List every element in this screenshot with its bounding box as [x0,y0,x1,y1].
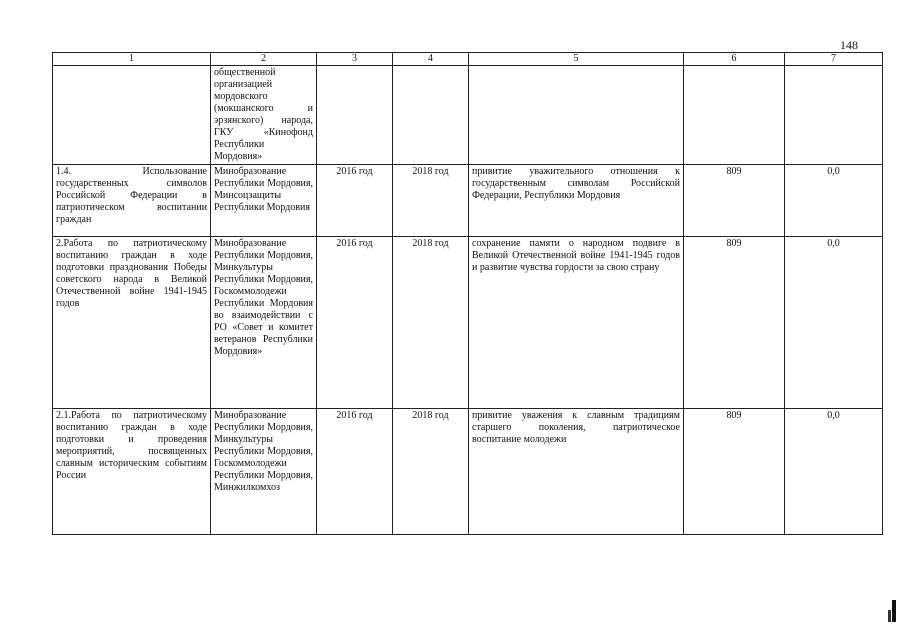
activity-cell: 2.1.Работа по патриотическому воспитанию граждан в ходе подготовки и проведения мероприятий, посвященных славным историческим событиям России [53,409,211,535]
column-header-1: 1 [53,53,211,66]
page-number: 148 [840,38,858,52]
end-year-cell: 2018 год [393,237,469,409]
column-header-2: 2 [211,53,317,66]
code-cell [684,66,785,165]
executor-cell: Минобразование Республики Мордовия, Минкультуры Республики Мордовия, Госкоммолодежи Республики Мордовия во взаимодействии с РО «Совет и комитет ветеранов Республики Мордовия» [211,237,317,409]
table-row [53,165,883,237]
table-row [53,409,883,535]
program-table [52,52,883,535]
activity-cell [53,66,211,165]
result-cell: привитие уважительного отношения к государственным символам Российской Федерации, Республики Мордовия [469,165,684,237]
executor-cell: Минобразование Республики Мордовия, Минкультуры Республики Мордовия, Госкоммолодежи Республики Мордовия, Минжилкомхоз [211,409,317,535]
column-header-5: 5 [469,53,684,66]
start-year-cell: 2016 год [317,237,393,409]
start-year-cell: 2016 год [317,409,393,535]
end-year-cell: 2018 год [393,409,469,535]
column-header-6: 6 [684,53,785,66]
scan-edge-mark [892,600,896,622]
table-row [53,66,883,165]
end-year-cell: 2018 год [393,165,469,237]
result-cell: сохранение памяти о народном подвиге в Великой Отечественной войне 1941-1945 годов и развитие чувства гордости за свою страну [469,237,684,409]
amount-cell [785,66,883,165]
column-header-7: 7 [785,53,883,66]
activity-cell: 1.4. Использование государственных символов Российской Федерации в патриотическом воспитании граждан [53,165,211,237]
start-year-cell [317,66,393,165]
executor-cell: Минобразование Республики Мордовия, Минсоцзащиты Республики Мордовия [211,165,317,237]
column-header-3: 3 [317,53,393,66]
table-row [53,237,883,409]
scan-edge-mark [888,610,891,622]
executor-cell: общественной организацией мордовского (мокшанского и эрзянского) народа, ГКУ «Кинофонд Республики Мордовия» [211,66,317,165]
code-cell: 809 [684,165,785,237]
result-cell: привитие уважения к славным традициям старшего поколения, патриотическое воспитание молодежи [469,409,684,535]
amount-cell: 0,0 [785,409,883,535]
activity-cell: 2.Работа по патриотическому воспитанию граждан в ходе подготовки празднования Победы советского народа в Великой Отечественной войне 1941-1945 годов [53,237,211,409]
amount-cell: 0,0 [785,237,883,409]
amount-cell: 0,0 [785,165,883,237]
header-row [53,53,883,66]
code-cell: 809 [684,237,785,409]
end-year-cell [393,66,469,165]
code-cell: 809 [684,409,785,535]
column-header-4: 4 [393,53,469,66]
start-year-cell: 2016 год [317,165,393,237]
result-cell [469,66,684,165]
